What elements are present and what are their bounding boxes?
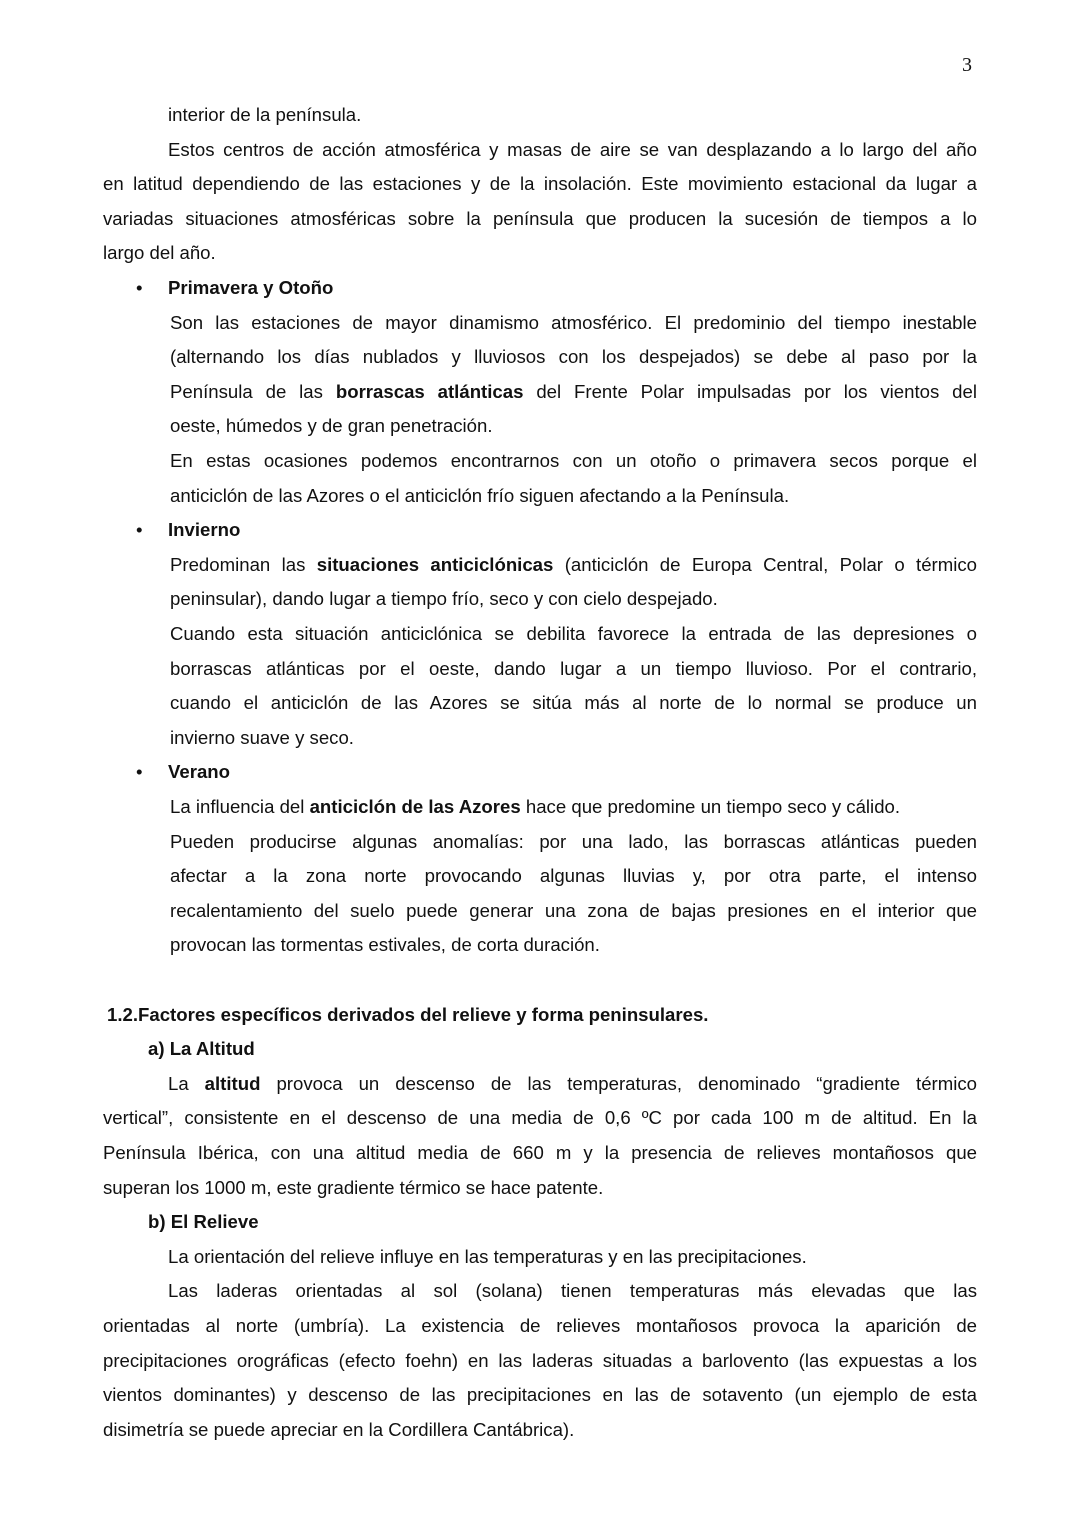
text-segment: (alternando los días nublados y lluviosos con los despejados) se debe al paso por la — [170, 346, 977, 368]
text-segment: Península de las — [170, 380, 336, 402]
text-line — [103, 1171, 603, 1205]
text-line — [168, 98, 361, 132]
text-line — [170, 721, 354, 755]
text-line — [168, 1240, 807, 1274]
text-segment: Pueden producirse algunas anomalías: por una lado, las borrascas atlánticas pueden — [170, 830, 977, 852]
text-segment: hace que predomine un tiempo seco y cálido. — [520, 796, 901, 817]
text-segment: precipitaciones orográficas (efecto foehn) en las laderas situadas a barlovento (las expuestas a los — [103, 1349, 977, 1371]
text-segment: En estas ocasiones podemos encontrarnos con un otoño o primavera secos porque el — [170, 450, 977, 471]
text-line — [170, 686, 977, 720]
bold-text: Primavera y Otoño — [168, 277, 334, 298]
bold-text: b) El Relieve — [148, 1211, 259, 1233]
bold-text: a) La Altitud — [148, 1038, 255, 1060]
text-segment: en latitud dependiendo de las estaciones y de la insolación. Este movimiento estacional da lugar a — [103, 173, 977, 195]
bold-text: anticiclón de las Azores — [309, 796, 521, 817]
bullet-icon: • — [136, 761, 143, 783]
text-segment: invierno suave y seco. — [170, 726, 354, 748]
text-segment: del Frente Polar impulsadas por los vientos del — [523, 380, 977, 402]
text-segment: vientos dominantes) y descenso de las precipitaciones en las de sotavento (un ejemplo de esta — [103, 1384, 977, 1406]
text-line — [103, 1378, 977, 1412]
text-line — [103, 236, 216, 270]
heading-line — [168, 513, 240, 547]
text-line — [170, 790, 900, 824]
text-segment: (anticiclón de Europa Central, Polar o térmico — [553, 553, 977, 575]
text-line — [170, 894, 977, 928]
heading-line — [168, 271, 333, 305]
text-line — [170, 409, 493, 443]
text-line — [168, 1067, 977, 1101]
text-segment: variadas situaciones atmosféricas sobre la península que producen la sucesión de tiempos a lo — [103, 207, 977, 229]
text-segment: peninsular), dando lugar a tiempo frío, seco y con cielo despejado. — [170, 588, 718, 610]
text-line — [103, 1101, 977, 1135]
text-segment: provoca un descenso de las temperaturas, denominado “gradiente térmico — [260, 1072, 977, 1094]
text-line — [170, 444, 977, 478]
bold-text: altitud — [204, 1072, 261, 1094]
text-segment: Estos centros de acción atmosférica y masas de aire se van desplazando a lo largo del año — [168, 138, 977, 160]
text-segment: borrascas atlánticas por el oeste, dando lugar a un tiempo lluvioso. Por el contrario, — [170, 657, 977, 679]
text-segment: vertical”, consistente en el descenso de una media de 0,6 ºC por cada 100 m de altitud. En la — [103, 1107, 977, 1129]
heading-line — [148, 1205, 259, 1239]
text-line — [170, 582, 718, 616]
bold-text: 1.2.Factores específicos derivados del relieve y forma peninsulares. — [107, 1003, 709, 1025]
text-segment: Predominan las — [170, 553, 317, 575]
text-line — [170, 617, 977, 651]
heading-line — [107, 998, 708, 1032]
bold-text: Invierno — [168, 519, 241, 541]
text-line — [103, 1136, 977, 1170]
text-line — [168, 1274, 977, 1308]
text-segment: cuando el anticiclón de las Azores se sitúa más al norte de lo normal se produce un — [170, 692, 977, 714]
text-segment: anticiclón de las Azores o el anticiclón frío siguen afectando a la Península. — [170, 484, 790, 506]
text-segment: La orientación del relieve influye en las temperaturas y en las precipitaciones. — [168, 1245, 807, 1267]
text-line — [103, 202, 977, 236]
text-segment: Las laderas orientadas al sol (solana) tienen temperaturas más elevadas que las — [168, 1280, 977, 1302]
text-segment: Península Ibérica, con una altitud media de 660 m y la presencia de relieves montañosos que — [103, 1142, 977, 1163]
text-segment: orientadas al norte (umbría). La existencia de relieves montañosos provoca la aparición de — [103, 1315, 977, 1336]
text-line — [103, 1344, 977, 1378]
text-line — [170, 652, 977, 686]
text-segment: disimetría se puede apreciar en la Cordillera Cantábrica). — [103, 1418, 575, 1440]
heading-line — [148, 1032, 255, 1066]
text-segment: afectar a la zona norte provocando algunas lluvias y, por otra parte, el intenso — [170, 865, 977, 887]
text-segment: largo del año. — [103, 242, 216, 264]
text-line — [170, 825, 977, 859]
text-line — [170, 306, 977, 340]
text-line — [103, 167, 977, 201]
bold-text: Verano — [168, 761, 231, 783]
text-line — [170, 375, 977, 409]
text-segment: interior de la península. — [168, 104, 362, 125]
bold-text: situaciones anticiclónicas — [316, 553, 554, 575]
text-segment: Cuando esta situación anticiclónica se debilita favorece la entrada de las depresiones o — [170, 623, 977, 644]
text-line — [168, 133, 977, 167]
text-segment: oeste, húmedos y de gran penetración. — [170, 415, 493, 437]
text-line — [170, 548, 977, 582]
bullet-icon: • — [136, 277, 143, 298]
text-segment: La — [168, 1072, 205, 1094]
bold-text: borrascas atlánticas — [335, 380, 524, 402]
text-line — [170, 859, 977, 893]
text-line — [103, 1413, 574, 1447]
page-number: 3 — [962, 54, 972, 76]
text-segment: provocan las tormentas estivales, de corta duración. — [170, 934, 600, 956]
text-segment: La influencia del — [170, 796, 310, 817]
text-line — [170, 479, 789, 513]
text-segment: Son las estaciones de mayor dinamismo atmosférico. El predominio del tiempo inestable — [170, 311, 977, 333]
text-segment: recalentamiento del suelo puede generar una zona de bajas presiones en el interior que — [170, 899, 977, 921]
bullet-icon: • — [136, 519, 143, 541]
text-line — [170, 340, 977, 374]
heading-line — [168, 755, 230, 789]
text-line — [170, 928, 600, 962]
text-line — [103, 1309, 977, 1343]
text-segment: superan los 1000 m, este gradiente térmico se hace patente. — [103, 1176, 604, 1198]
